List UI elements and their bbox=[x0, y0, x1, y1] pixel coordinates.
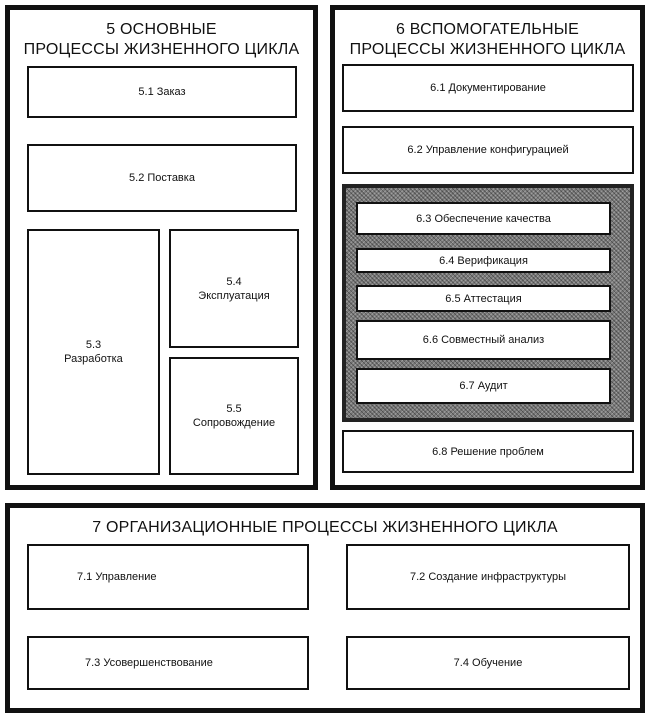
primary-processes-title-line1: 5 ОСНОВНЫЕ bbox=[106, 21, 217, 38]
process-5-3-number: 5.3 bbox=[85, 339, 102, 351]
process-6-7-audit bbox=[356, 368, 611, 404]
process-5-2-label: 5.2 Поставка bbox=[129, 172, 195, 184]
process-5-5-number: 5.5 bbox=[226, 403, 242, 415]
process-6-2-configuration bbox=[342, 126, 634, 174]
process-6-4-verification bbox=[356, 248, 611, 273]
process-5-1-label: 5.1 Заказ bbox=[138, 86, 186, 98]
process-6-7-label: 6.7 Аудит bbox=[459, 380, 508, 392]
process-6-1-label: 6.1 Документирование bbox=[430, 82, 546, 94]
process-6-5-validation bbox=[356, 285, 611, 312]
process-7-2-label: 7.2 Создание инфраструктуры bbox=[409, 571, 567, 583]
process-5-4-label: Эксплуатация bbox=[198, 289, 270, 302]
process-5-1-order bbox=[27, 66, 297, 118]
process-6-8-problem-resolution bbox=[342, 430, 634, 473]
primary-processes-title-line2: ПРОЦЕССЫ ЖИЗНЕННОГО ЦИКЛА bbox=[23, 41, 300, 58]
supporting-processes-title-line1: 6 ВСПОМОГАТЕЛЬНЫЕ bbox=[395, 21, 579, 38]
process-5-3-development bbox=[27, 229, 160, 475]
process-7-1-management bbox=[27, 544, 309, 610]
process-5-4-operation bbox=[169, 229, 299, 348]
process-6-8-label: 6.8 Решение проблем bbox=[432, 445, 544, 458]
primary-processes-group bbox=[5, 5, 318, 490]
process-7-3-label: 7.3 Усовершенствование bbox=[85, 657, 213, 669]
organizational-processes-group bbox=[5, 503, 645, 713]
process-5-3-label: Разработка bbox=[64, 353, 123, 365]
process-6-5-label: 6.5 Аттестация bbox=[445, 292, 522, 305]
process-7-4-training bbox=[346, 636, 630, 690]
process-7-2-infrastructure bbox=[346, 544, 630, 610]
process-5-2-supply bbox=[27, 144, 297, 212]
process-6-4-label: 6.4 Верификация bbox=[439, 254, 528, 267]
process-6-6-joint-review bbox=[356, 320, 611, 360]
supporting-processes-title-line2: ПРОЦЕССЫ ЖИЗНЕННОГО ЦИКЛА bbox=[349, 41, 626, 58]
supporting-processes-group bbox=[330, 5, 645, 490]
process-7-3-improvement bbox=[27, 636, 309, 690]
process-5-4-number: 5.4 bbox=[226, 275, 242, 288]
process-5-5-label: Сопровождение bbox=[192, 417, 276, 429]
organizational-processes-title: 7 ОРГАНИЗАЦИОННЫЕ ПРОЦЕССЫ ЖИЗНЕННОГО ЦИКЛА bbox=[92, 519, 558, 536]
process-7-4-label: 7.4 Обучение bbox=[453, 657, 523, 669]
process-6-6-label: 6.6 Совместный анализ bbox=[422, 334, 545, 346]
process-6-3-label: 6.3 Обеспечение качества bbox=[416, 212, 551, 225]
process-5-5-maintenance bbox=[169, 357, 299, 475]
process-7-1-label: 7.1 Управление bbox=[77, 571, 157, 583]
process-6-3-quality bbox=[356, 202, 611, 235]
process-6-2-label: 6.2 Управление конфигурацией bbox=[407, 144, 569, 156]
process-6-1-documentation bbox=[342, 64, 634, 112]
